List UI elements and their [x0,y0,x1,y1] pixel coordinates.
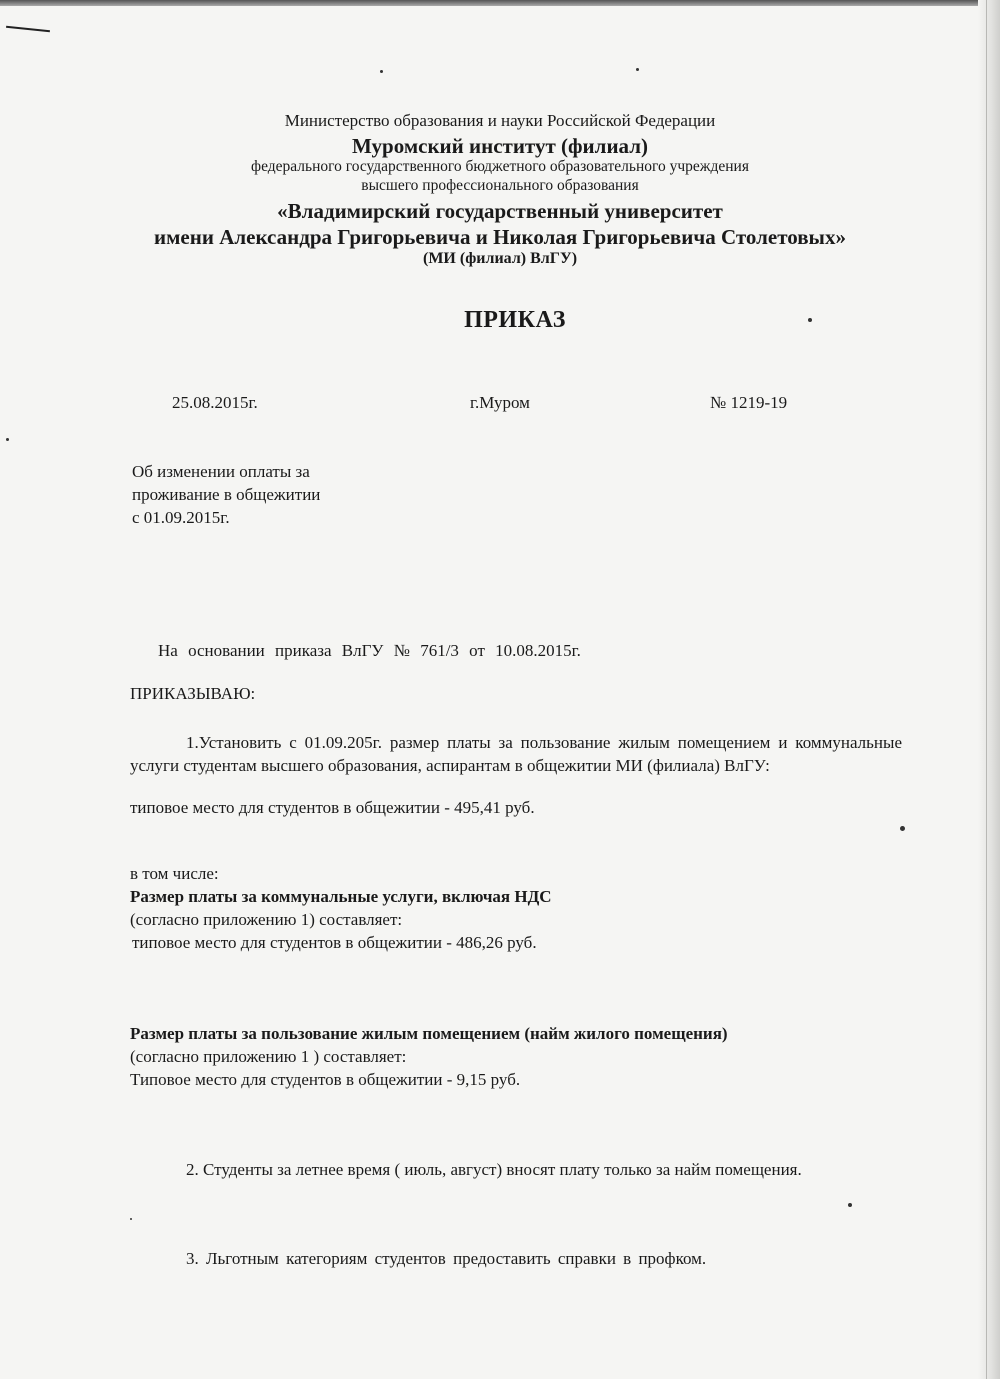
item-1-place-rate: типовое место для студентов в общежитии - 495,41 руб. [130,798,535,817]
document-title: ПРИКАЗ [464,307,566,333]
order-word: ПРИКАЗЫВАЮ: [130,684,256,703]
item-2-paragraph [130,1158,902,1181]
scan-speck [848,1203,852,1207]
including-label: в том числе: [130,864,219,883]
scan-speck [6,438,9,441]
subject-line: с 01.09.2015г. [132,508,230,527]
subject-line: проживание в общежитии [132,485,321,504]
item-1-paragraph [130,731,902,777]
scan-speck [130,1218,132,1220]
scan-speck [380,70,383,73]
university-name-line1: «Владимирский государственный университет [277,199,723,223]
order-date: 25.08.2015г. [172,393,258,412]
scan-speck [900,826,905,831]
org-type-line: федерального государственного бюджетного образовательного учреждения [251,158,749,175]
ministry-line: Министерство образования и науки Российской Федерации [284,111,716,130]
utilities-place-rate: типовое место для студентов в общежитии - 486,26 руб. [132,933,537,952]
housing-heading: Размер платы за пользование жилым помещением (найм жилого помещения) [130,1024,728,1043]
housing-place-rate: Типовое место для студентов в общежитии - 9,15 руб. [130,1070,521,1089]
item-1-text: 1.Установить с 01.09.205г. размер платы за пользование жилым помещением и коммунальные услуги студентам высшего образования, аспирантам в общежитии МИ (филиала) ВлГУ: [130,733,902,775]
university-name-line2: имени Александра Григорьевича и Николая Григорьевича Столетовых» [154,225,846,249]
scan-top-border [0,0,1000,6]
institute-name: Муромский институт (филиал) [352,134,648,158]
university-abbreviation: (МИ (филиал) ВлГУ) [422,250,578,267]
utilities-reference: (согласно приложению 1) составляет: [130,910,403,929]
housing-reference: (согласно приложению 1 ) составляет: [130,1047,407,1066]
item-3-text: 3. Льготным категориям студентов предоставить справки в профком. [186,1249,707,1268]
order-subject [132,460,320,529]
education-level-line: высшего профессионального образования [361,177,639,194]
scan-mark [6,26,50,33]
order-city: г.Муром [470,393,530,412]
utilities-heading: Размер платы за коммунальные услуги, включая НДС [130,887,552,906]
scan-speck [636,68,639,71]
basis-line: На основании приказа ВлГУ № 761/3 от 10.08.2015г. [158,641,581,660]
subject-line: Об изменении оплаты за [132,462,310,481]
item-2-text: 2. Студенты за летнее время ( июль, август) вносят плату только за найм помещения. [186,1160,802,1179]
order-number: № 1219-19 [710,393,788,412]
